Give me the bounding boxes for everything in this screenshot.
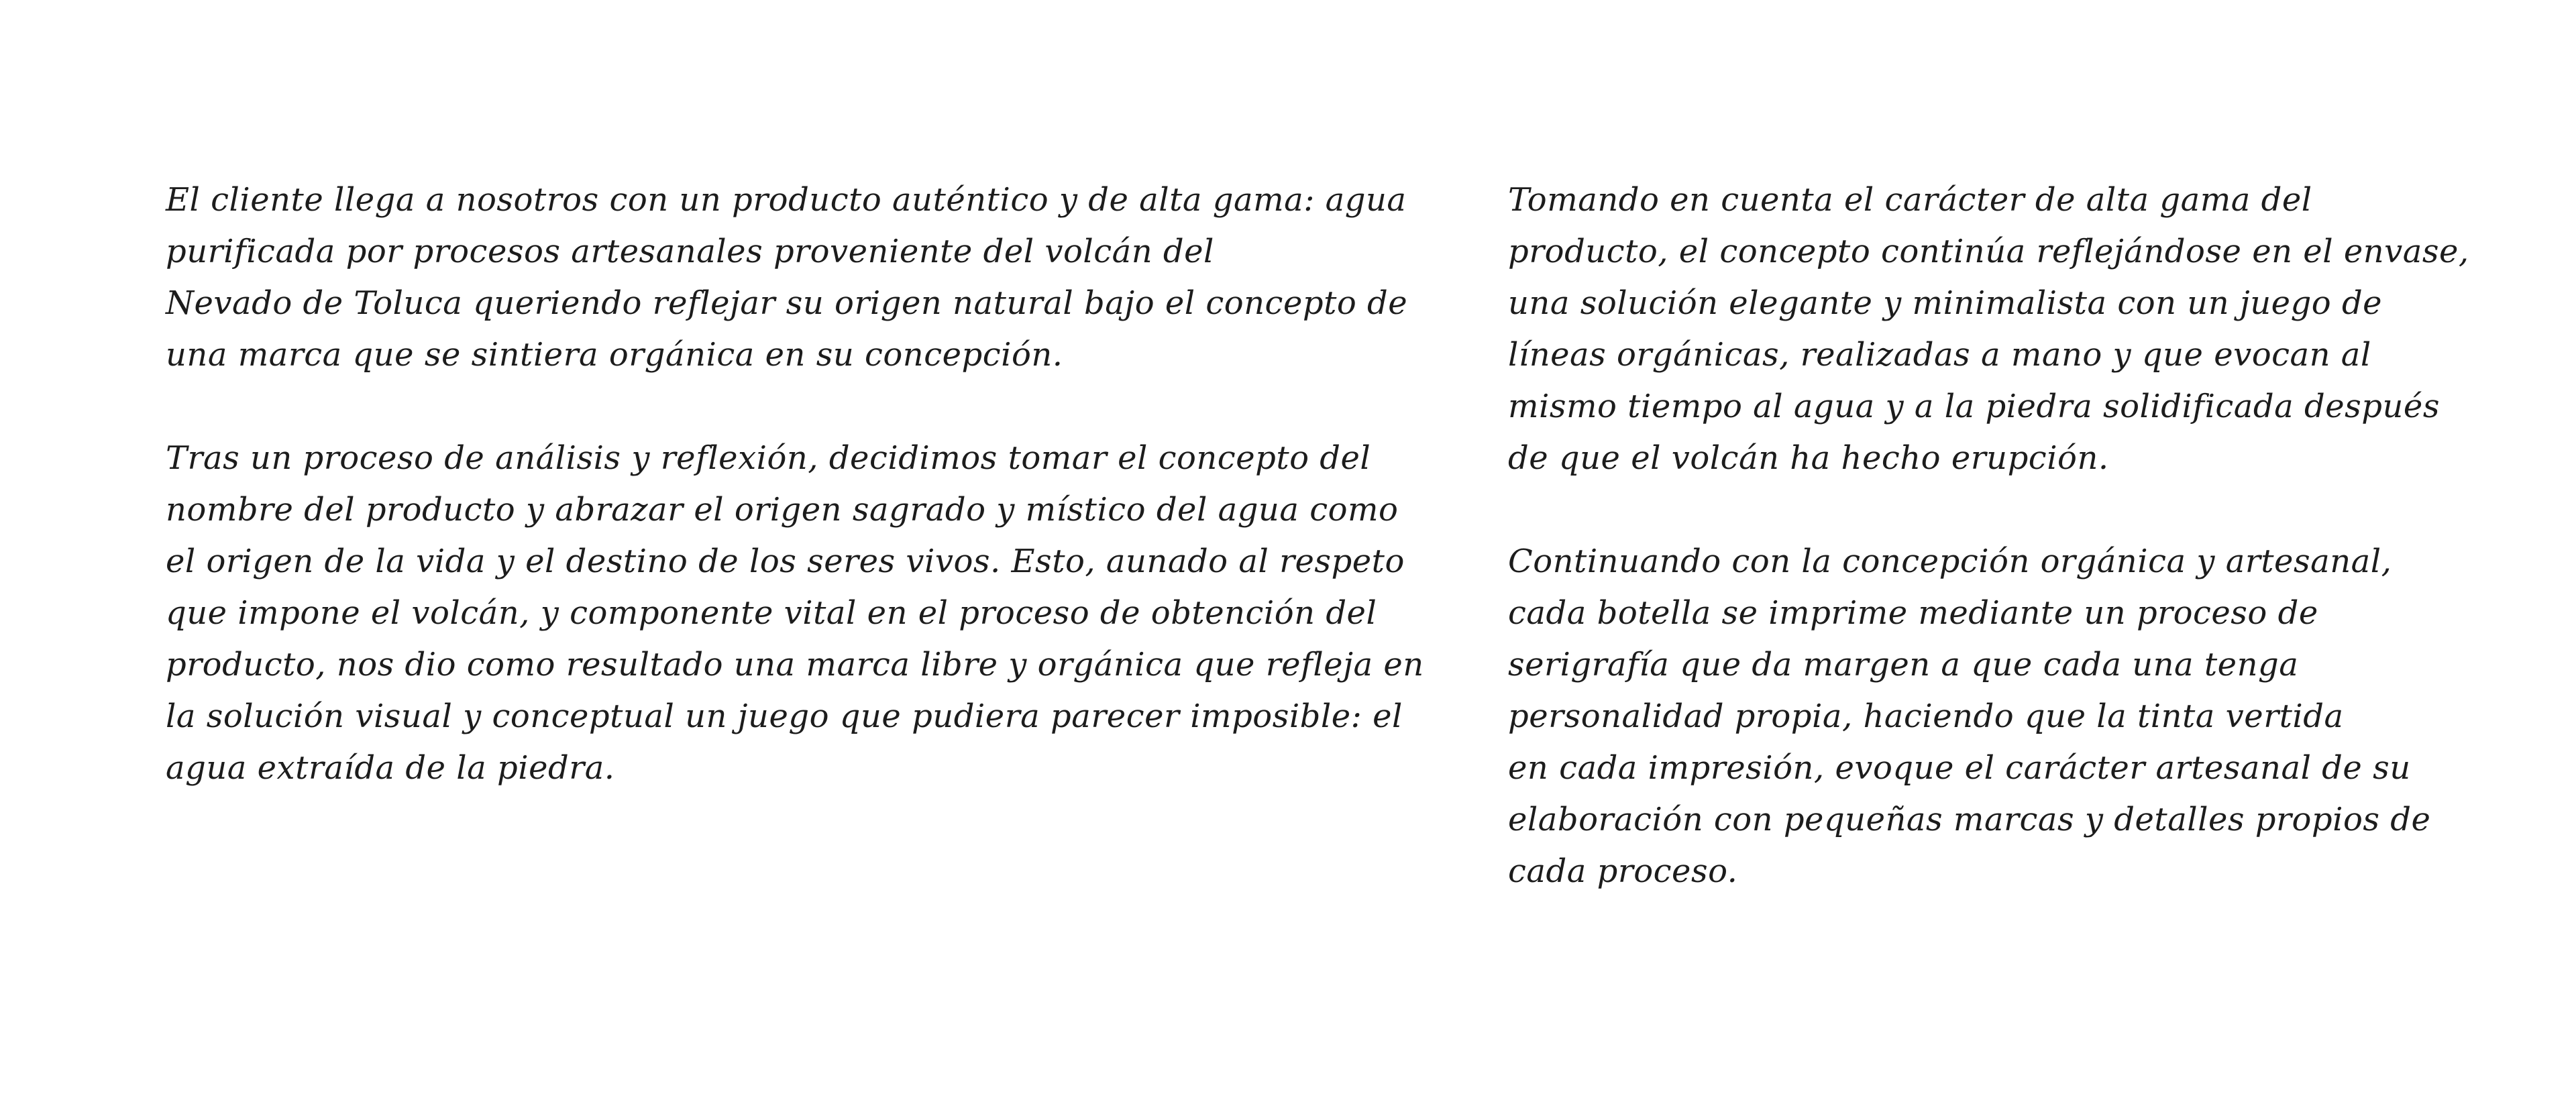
right-column [1508,174,2514,949]
text-line: Nevado de Toluca queriendo reflejar su origen natural bajo el concepto de [166,284,1408,322]
text-line: agua extraída de la piedra. [166,749,615,787]
text-line: el origen de la vida y el destino de los seres vivos. Esto, aunado al respeto [166,543,1405,580]
text-line: la solución visual y conceptual un juego que pudiera parecer imposible: el [166,698,1403,735]
text-line: cada proceso. [1508,852,1738,890]
left-column [166,174,1424,846]
text-line: una marca que se sintiera orgánica en su concepción. [166,336,1063,374]
paragraph-intro [166,174,1408,381]
text-line: en cada impresión, evoque el carácter artesanal de su [1508,749,2411,787]
text-line: El cliente llega a nosotros con un producto auténtico y de alta gama: agua [166,181,1407,219]
text-line: Continuando con la concepción orgánica y artesanal, [1508,543,2392,580]
text-line: mismo tiempo al agua y a la piedra solidificada después [1508,388,2440,425]
text-line: elaboración con pequeñas marcas y detalles propios de [1508,801,2431,838]
text-line: de que el volcán ha hecho erupción. [1508,439,2109,477]
text-line: serigrafía que da margen a que cada una tenga [1508,646,2299,683]
text-line: Tras un proceso de análisis y reflexión, decidimos tomar el concepto del [166,439,1371,477]
text-line: producto, nos dio como resultado una marca libre y orgánica que refleja en [166,646,1424,683]
text-line: una solución elegante y minimalista con un juego de [1508,284,2383,322]
paragraph-printing [1508,536,2514,897]
text-line: personalidad propia, haciendo que la tinta vertida [1508,698,2344,735]
text-line: líneas orgánicas, realizadas a mano y que evocan al [1508,336,2371,374]
text-line: cada botella se imprime mediante un proceso de [1508,594,2318,632]
text-line: Tomando en cuenta el carácter de alta gama del [1508,181,2312,219]
text-line: purificada por procesos artesanales proveniente del volcán del [166,233,1214,270]
paragraph-analysis [166,433,1424,794]
text-line: que impone el volcán, y componente vital en el proceso de obtención del [166,594,1377,632]
text-line: producto, el concepto continúa reflejándose en el envase, [1508,233,2469,270]
paragraph-packaging [1508,174,2514,484]
text-line: nombre del producto y abrazar el origen sagrado y místico del agua como [166,491,1399,529]
